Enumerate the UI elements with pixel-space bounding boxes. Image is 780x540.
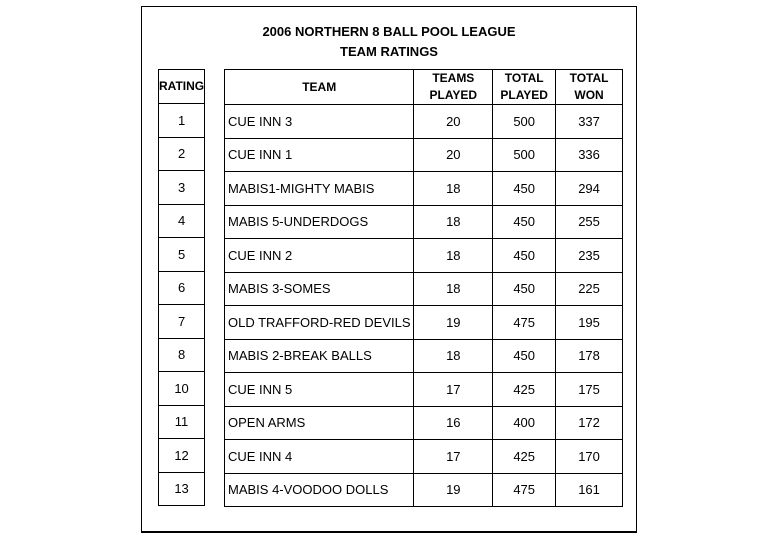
table-row: [225, 373, 623, 407]
table-row: [225, 205, 623, 239]
total-played-cell: 500: [493, 105, 556, 139]
rating-row: [159, 271, 205, 305]
total-won-cell: 337: [556, 105, 623, 139]
table-row: [225, 172, 623, 206]
team-name-cell: CUE INN 3: [225, 105, 414, 139]
total-won-cell: 294: [556, 172, 623, 206]
total-played-cell: 450: [493, 172, 556, 206]
table-row: [225, 406, 623, 440]
page-subtitle: TEAM RATINGS: [340, 44, 438, 59]
rating-cell: 12: [159, 439, 205, 473]
rating-cell: 4: [159, 204, 205, 238]
teams-played-cell: 19: [414, 306, 493, 340]
total-played-cell: 400: [493, 406, 556, 440]
team-name-cell: MABIS 4-VOODOO DOLLS: [225, 473, 414, 507]
total-won-header-line1: TOTAL: [569, 71, 609, 85]
table-row: [225, 138, 623, 172]
total-played-cell: 425: [493, 440, 556, 474]
team-header: TEAM: [225, 70, 414, 105]
total-played-cell: 450: [493, 239, 556, 273]
total-won-cell: 178: [556, 339, 623, 373]
rating-row: [159, 137, 205, 171]
table-row: [225, 239, 623, 273]
team-name-cell: CUE INN 2: [225, 239, 414, 273]
total-won-cell: 235: [556, 239, 623, 273]
teams-played-cell: 18: [414, 272, 493, 306]
rating-cell: 6: [159, 271, 205, 305]
total-played-cell: 450: [493, 339, 556, 373]
total-won-cell: 175: [556, 373, 623, 407]
total-played-header-line2: PLAYED: [500, 88, 548, 102]
rating-cell: 5: [159, 238, 205, 272]
rating-row: [159, 104, 205, 138]
table-row: [225, 306, 623, 340]
teams-played-cell: 17: [414, 440, 493, 474]
rating-cell: 1: [159, 104, 205, 138]
table-row: [225, 440, 623, 474]
rating-table: [158, 69, 205, 506]
team-name-cell: CUE INN 4: [225, 440, 414, 474]
rating-row: [159, 405, 205, 439]
rating-cell: 13: [159, 472, 205, 506]
teams-played-header-line1: TEAMS: [432, 71, 475, 85]
total-won-header-line2: WON: [574, 88, 604, 102]
total-won-cell: 195: [556, 306, 623, 340]
total-won-cell: 336: [556, 138, 623, 172]
rating-row: [159, 305, 205, 339]
rating-cell: 10: [159, 372, 205, 406]
rating-row: [159, 238, 205, 272]
rating-row: [159, 472, 205, 506]
total-won-header: [556, 70, 623, 105]
total-played-cell: 450: [493, 272, 556, 306]
total-played-cell: 475: [493, 473, 556, 507]
table-row: [225, 339, 623, 373]
team-name-cell: MABIS 3-SOMES: [225, 272, 414, 306]
rating-row: [159, 204, 205, 238]
team-name-cell: CUE INN 1: [225, 138, 414, 172]
table-row: [225, 105, 623, 139]
teams-played-cell: 17: [414, 373, 493, 407]
table-row: [225, 272, 623, 306]
teams-played-cell: 18: [414, 172, 493, 206]
rating-header: RATING: [159, 70, 205, 104]
total-won-cell: 172: [556, 406, 623, 440]
team-name-cell: OPEN ARMS: [225, 406, 414, 440]
table-row: [225, 473, 623, 507]
teams-played-cell: 20: [414, 138, 493, 172]
teams-played-cell: 20: [414, 105, 493, 139]
total-won-cell: 161: [556, 473, 623, 507]
rating-row: [159, 372, 205, 406]
team-name-cell: MABIS1-MIGHTY MABIS: [225, 172, 414, 206]
total-won-cell: 170: [556, 440, 623, 474]
teams-played-cell: 18: [414, 339, 493, 373]
team-name-cell: CUE INN 5: [225, 373, 414, 407]
team-name-cell: OLD TRAFFORD-RED DEVILS: [225, 306, 414, 340]
rating-row: [159, 439, 205, 473]
total-played-header-line1: TOTAL: [504, 71, 544, 85]
team-name-cell: MABIS 5-UNDERDOGS: [225, 205, 414, 239]
total-won-cell: 255: [556, 205, 623, 239]
page-title: 2006 NORTHERN 8 BALL POOL LEAGUE: [262, 24, 516, 39]
rating-cell: 3: [159, 171, 205, 205]
teams-played-header: [414, 70, 493, 105]
total-played-cell: 450: [493, 205, 556, 239]
rating-cell: 2: [159, 137, 205, 171]
teams-played-header-line2: PLAYED: [429, 88, 478, 102]
total-played-header: [493, 70, 556, 105]
total-played-cell: 475: [493, 306, 556, 340]
rating-cell: 8: [159, 338, 205, 372]
rating-row: [159, 338, 205, 372]
team-table: [224, 69, 623, 507]
total-played-cell: 425: [493, 373, 556, 407]
teams-played-cell: 18: [414, 205, 493, 239]
rating-cell: 11: [159, 405, 205, 439]
teams-played-cell: 16: [414, 406, 493, 440]
total-played-cell: 500: [493, 138, 556, 172]
rating-cell: 7: [159, 305, 205, 339]
total-won-cell: 225: [556, 272, 623, 306]
team-name-cell: MABIS 2-BREAK BALLS: [225, 339, 414, 373]
teams-played-cell: 18: [414, 239, 493, 273]
teams-played-cell: 19: [414, 473, 493, 507]
rating-row: [159, 171, 205, 205]
